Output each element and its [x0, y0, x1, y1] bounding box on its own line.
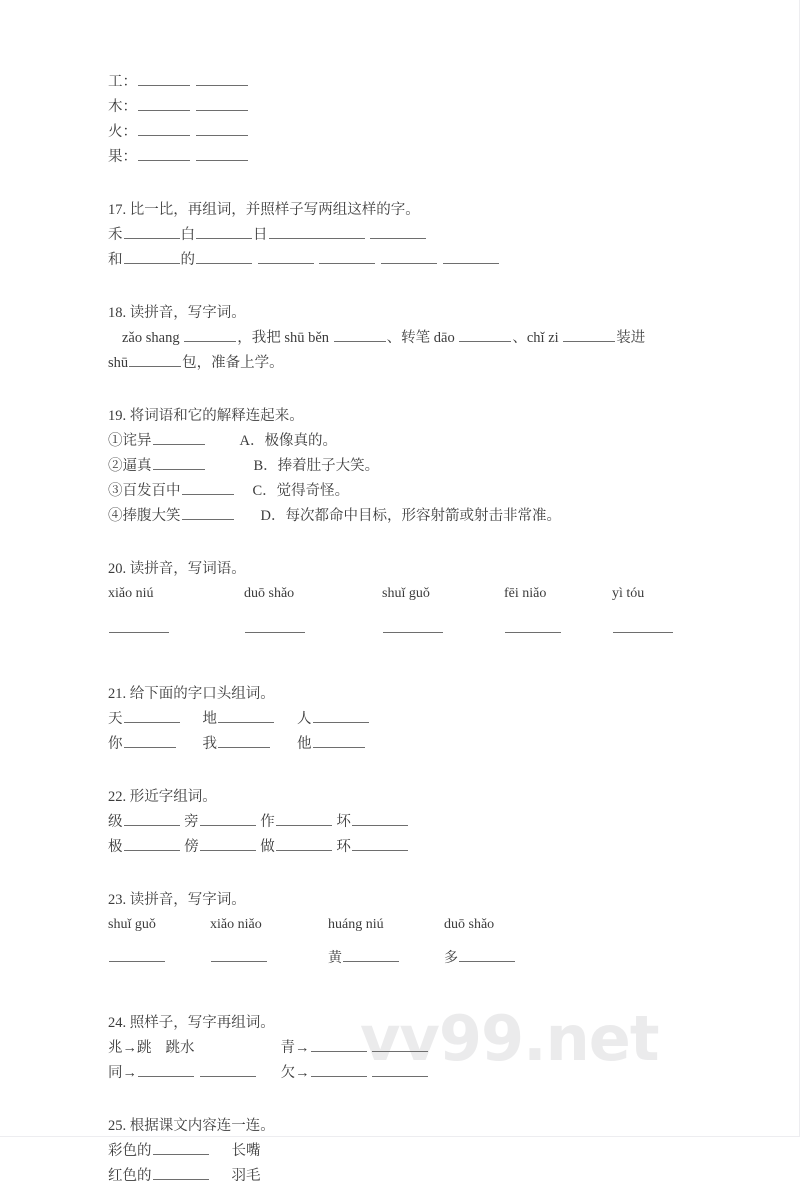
item-meaning: 每次都命中目标，形容射箭或射击非常准。: [285, 508, 561, 524]
pinyin-cell: xiǎo niú: [108, 586, 154, 601]
question-18-row2: [108, 351, 760, 376]
question-24: [108, 1011, 760, 1086]
question-17-title: 17. 比一比，再组词，并照样子写两组这样的字。: [108, 202, 420, 218]
blank-field[interactable]: [138, 73, 190, 86]
blank-field[interactable]: [372, 1039, 428, 1052]
q22-char: 做: [260, 839, 275, 855]
item-number: ③: [108, 483, 123, 499]
item-word: 捧腹大笑: [122, 508, 181, 524]
question-20-title: 20. 读拼音，写词语。: [108, 561, 246, 577]
pinyin-cell: shuǐ guǒ: [108, 917, 156, 932]
blank-field[interactable]: [124, 226, 180, 239]
top-exercise-char: 工：: [108, 74, 137, 90]
q24-char-qing: 青→: [280, 1040, 310, 1056]
blank-field[interactable]: [196, 148, 248, 161]
watermark-vv99: vv99.net: [360, 1002, 659, 1075]
question-19-title: 19. 将词语和它的解释连起来。: [108, 408, 304, 424]
question-21-row2: [108, 732, 760, 757]
blank-field[interactable]: [218, 735, 270, 748]
blank-field[interactable]: [443, 251, 499, 264]
pinyin-cell: xiǎo niǎo: [210, 917, 262, 932]
q22-char: 级: [108, 814, 123, 830]
question-20-pinyin-row: [108, 582, 760, 606]
q18-text-dao: 、转笔 dāo: [386, 330, 459, 346]
top-exercise-char: 火：: [108, 124, 137, 140]
blank-field[interactable]: [124, 735, 176, 748]
q18-text-bao: 包，准备上学。: [182, 355, 284, 371]
q21-char: 地: [202, 711, 217, 727]
blank-field[interactable]: [153, 1167, 209, 1180]
pinyin-cell: duō shǎo: [444, 917, 495, 932]
q25-right-phrase: 羽毛: [231, 1168, 261, 1184]
item-meaning: 觉得奇怪。: [276, 483, 350, 499]
blank-field[interactable]: [372, 1064, 428, 1077]
question-17-row1: [108, 223, 760, 248]
blank-field[interactable]: [196, 226, 252, 239]
blank-field[interactable]: [109, 949, 165, 962]
q21-char: 他: [297, 736, 312, 752]
question-19: [108, 404, 760, 529]
pinyin-cell: duō shǎo: [244, 586, 295, 601]
blank-field[interactable]: [138, 1064, 194, 1077]
blank-field[interactable]: [200, 838, 256, 851]
item-word: 百发百中: [122, 483, 181, 499]
question-23-blank-row: [108, 947, 760, 971]
q18-pinyin-shu: shū: [108, 355, 129, 371]
blank-field[interactable]: [218, 710, 274, 723]
blank-field[interactable]: [138, 148, 190, 161]
question-23-pinyin-row: [108, 913, 760, 937]
q22-char: 环: [336, 839, 351, 855]
blank-field[interactable]: [613, 620, 673, 633]
blank-field[interactable]: [196, 73, 248, 86]
blank-field[interactable]: [124, 813, 180, 826]
q18-text-zhuangjin: 装进: [616, 330, 646, 346]
blank-field[interactable]: [334, 329, 386, 342]
top-exercise-char: 木：: [108, 99, 137, 115]
blank-field[interactable]: [276, 838, 332, 851]
q24-example-word: 跳水: [165, 1040, 195, 1056]
blank-field[interactable]: [352, 838, 408, 851]
blank-field[interactable]: [563, 329, 615, 342]
q17-char-bai: 白: [180, 227, 195, 243]
blank-field[interactable]: [153, 1142, 209, 1155]
blank-field[interactable]: [459, 329, 511, 342]
question-22-row1: [108, 810, 760, 835]
blank-field[interactable]: [211, 949, 267, 962]
q22-char: 傍: [184, 839, 199, 855]
q21-char: 天: [108, 711, 123, 727]
item-word: 诧异: [122, 433, 152, 449]
blank-field[interactable]: [200, 813, 256, 826]
blank-field[interactable]: [138, 98, 190, 111]
q25-left-phrase: 红色的: [108, 1168, 152, 1184]
top-exercise-row: [108, 145, 760, 170]
item-word: 逼真: [122, 458, 152, 474]
blank-field[interactable]: [182, 482, 234, 495]
question-21-row1: [108, 707, 760, 732]
blank-field[interactable]: [383, 620, 443, 633]
blank-field[interactable]: [124, 838, 180, 851]
q21-char: 我: [202, 736, 217, 752]
question-22-title: 22. 形近字组词。: [108, 789, 217, 805]
blank-field[interactable]: [153, 432, 205, 445]
blank-field[interactable]: [124, 251, 180, 264]
q22-char: 作: [260, 814, 275, 830]
blank-field[interactable]: [196, 98, 248, 111]
question-19-item: [108, 429, 760, 454]
question-23-title: 23. 读拼音，写字词。: [108, 892, 246, 908]
question-22-row2: [108, 835, 760, 860]
item-letter: C．: [252, 483, 277, 499]
item-number: ②: [108, 458, 123, 474]
blank-field[interactable]: [138, 123, 190, 136]
question-18-title: 18. 读拼音，写字词。: [108, 305, 246, 321]
blank-field[interactable]: [459, 949, 515, 962]
pinyin-cell: huáng niú: [328, 917, 384, 932]
question-24-row1: [108, 1036, 760, 1061]
q21-char: 人: [297, 711, 312, 727]
q17-char-ri: 日: [253, 227, 268, 243]
blank-field[interactable]: [109, 620, 169, 633]
question-20-blank-row: [108, 618, 760, 642]
top-exercise-row: [108, 120, 760, 145]
blank-field[interactable]: [200, 1064, 256, 1077]
blank-field[interactable]: [313, 735, 365, 748]
q18-text-shuben: ，我把 shū běn: [237, 330, 333, 346]
q17-char-he2: 和: [108, 252, 123, 268]
question-21: [108, 682, 760, 757]
top-exercise-row: [108, 95, 760, 120]
q17-char-he: 禾: [108, 227, 123, 243]
blank-field[interactable]: [319, 251, 375, 264]
question-24-row2: [108, 1061, 760, 1086]
question-18: [108, 301, 760, 376]
question-19-item: [108, 504, 760, 529]
blank-field[interactable]: [352, 813, 408, 826]
blank-field[interactable]: [196, 123, 248, 136]
item-meaning: 捧着肚子大笑。: [277, 458, 380, 474]
blank-field[interactable]: [129, 354, 181, 367]
blank-field[interactable]: [258, 251, 314, 264]
pinyin-cell: fēi niǎo: [504, 586, 547, 601]
question-25-row: [108, 1164, 760, 1189]
blank-field[interactable]: [505, 620, 561, 633]
question-19-item: [108, 479, 760, 504]
item-meaning: 极像真的。: [264, 433, 337, 449]
q24-char-tong: 同→: [108, 1065, 137, 1081]
top-exercise-row: [108, 70, 760, 95]
top-exercise-char: 果：: [108, 149, 137, 165]
q25-right-phrase: 长嘴: [231, 1143, 261, 1159]
pinyin-cell: shuǐ guǒ: [382, 586, 430, 601]
question-19-item: [108, 454, 760, 479]
question-24-title: 24. 照样子，写字再组词。: [108, 1015, 275, 1031]
q18-text-chizi: 、chǐ zi: [512, 330, 563, 346]
q22-char: 坏: [336, 814, 351, 830]
question-25-row: [108, 1139, 760, 1164]
blank-field[interactable]: [313, 710, 369, 723]
blank-field[interactable]: [311, 1064, 367, 1077]
blank-field[interactable]: [343, 949, 399, 962]
blank-field[interactable]: [245, 620, 305, 633]
item-number: ①: [108, 433, 123, 449]
item-letter: D．: [260, 508, 286, 524]
question-25: [108, 1114, 760, 1189]
blank-field[interactable]: [182, 507, 234, 520]
q22-char: 旁: [184, 814, 199, 830]
q17-char-de: 的: [180, 252, 195, 268]
blank-field[interactable]: [153, 457, 205, 470]
blank-field[interactable]: [269, 226, 365, 239]
question-17-row2: [108, 248, 760, 273]
q21-char: 你: [108, 736, 123, 752]
question-20: [108, 557, 760, 642]
q25-left-phrase: 彩色的: [108, 1143, 152, 1159]
question-22: [108, 785, 760, 860]
pinyin-cell: yì tóu: [612, 586, 645, 601]
blank-field[interactable]: [196, 251, 252, 264]
blank-field[interactable]: [381, 251, 437, 264]
blank-field[interactable]: [184, 329, 236, 342]
q23-prefix-char: 黄: [328, 951, 342, 966]
q24-example-left: 兆→跳: [108, 1040, 152, 1056]
question-21-title: 21. 给下面的字口头组词。: [108, 686, 275, 702]
question-23: [108, 888, 760, 971]
blank-field[interactable]: [311, 1039, 367, 1052]
question-25-title: 25. 根据课文内容连一连。: [108, 1118, 275, 1134]
top-exercise: [108, 70, 760, 170]
item-letter: A．: [239, 433, 265, 449]
item-number: ④: [108, 508, 123, 524]
blank-field[interactable]: [370, 226, 426, 239]
q22-char: 极: [108, 839, 123, 855]
q23-prefix-char: 多: [444, 951, 458, 966]
blank-field[interactable]: [124, 710, 180, 723]
question-18-row1: [108, 326, 760, 351]
q18-pinyin-zaoshang: zǎo shang: [122, 330, 184, 346]
q24-char-qian: 欠→: [280, 1065, 310, 1081]
blank-field[interactable]: [276, 813, 332, 826]
item-letter: B．: [253, 458, 278, 474]
question-17: [108, 198, 760, 273]
